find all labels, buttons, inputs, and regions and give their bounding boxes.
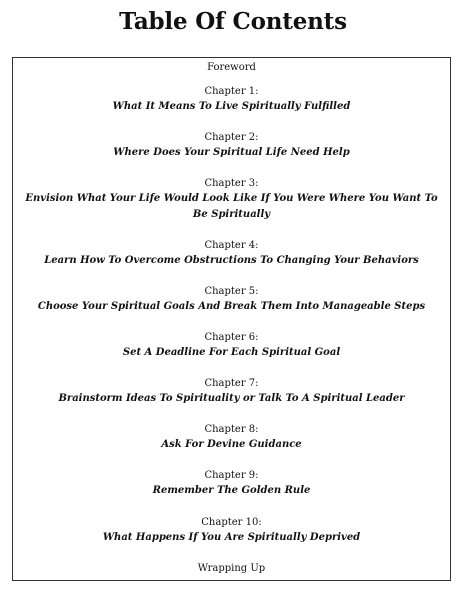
- table-of-contents: [12, 57, 451, 581]
- chapter-title: Ask For Devine Guidance: [161, 439, 302, 450]
- chapter-title: Set A Deadline For Each Spiritual Goal: [122, 347, 341, 358]
- chapter-number: Chapter 6:: [204, 332, 259, 343]
- toc-chapter-5: [13, 285, 450, 315]
- chapter-title: Where Does Your Spiritual Life Need Help: [113, 147, 350, 158]
- chapter-title: Brainstorm Ideas To Spirituality or Talk To A Spiritual Leader: [58, 393, 405, 404]
- chapter-number: Chapter 8:: [204, 424, 259, 435]
- toc-chapter-6: [13, 331, 450, 361]
- toc-chapter-8: [13, 423, 450, 453]
- toc-chapter-1: [13, 85, 450, 115]
- chapter-title: Envision What Your Life Would Look Like If You Were Where You Want To Be Spiritually: [25, 193, 438, 220]
- toc-chapter-10: [13, 516, 450, 546]
- chapter-number: Chapter 3:: [204, 178, 259, 189]
- chapter-title: Remember The Golden Rule: [152, 485, 311, 496]
- toc-chapter-9: [13, 469, 450, 499]
- chapter-number: Chapter 2:: [204, 132, 259, 143]
- toc-foreword: Foreword: [207, 62, 256, 73]
- chapter-number: Chapter 4:: [204, 240, 259, 251]
- chapter-number: Chapter 7:: [204, 378, 259, 389]
- toc-chapter-2: [13, 131, 450, 161]
- chapter-number: Chapter 5:: [204, 286, 259, 297]
- toc-chapter-7: [13, 377, 450, 407]
- chapter-title: Learn How To Overcome Obstructions To Changing Your Behaviors: [44, 255, 419, 266]
- toc-chapter-4: [13, 239, 450, 269]
- chapter-number: Chapter 10:: [201, 517, 262, 528]
- chapter-title: What Happens If You Are Spiritually Deprived: [102, 532, 361, 543]
- toc-chapter-3: [13, 177, 450, 223]
- chapter-title: What It Means To Live Spiritually Fulfilled: [112, 101, 351, 112]
- toc-wrapping-up: Wrapping Up: [197, 563, 266, 574]
- page-title: Table Of Contents: [119, 8, 347, 35]
- chapter-number: Chapter 9:: [204, 470, 259, 481]
- chapter-number: Chapter 1:: [204, 86, 259, 97]
- chapter-title: Choose Your Spiritual Goals And Break Them Into Manageable Steps: [37, 301, 426, 312]
